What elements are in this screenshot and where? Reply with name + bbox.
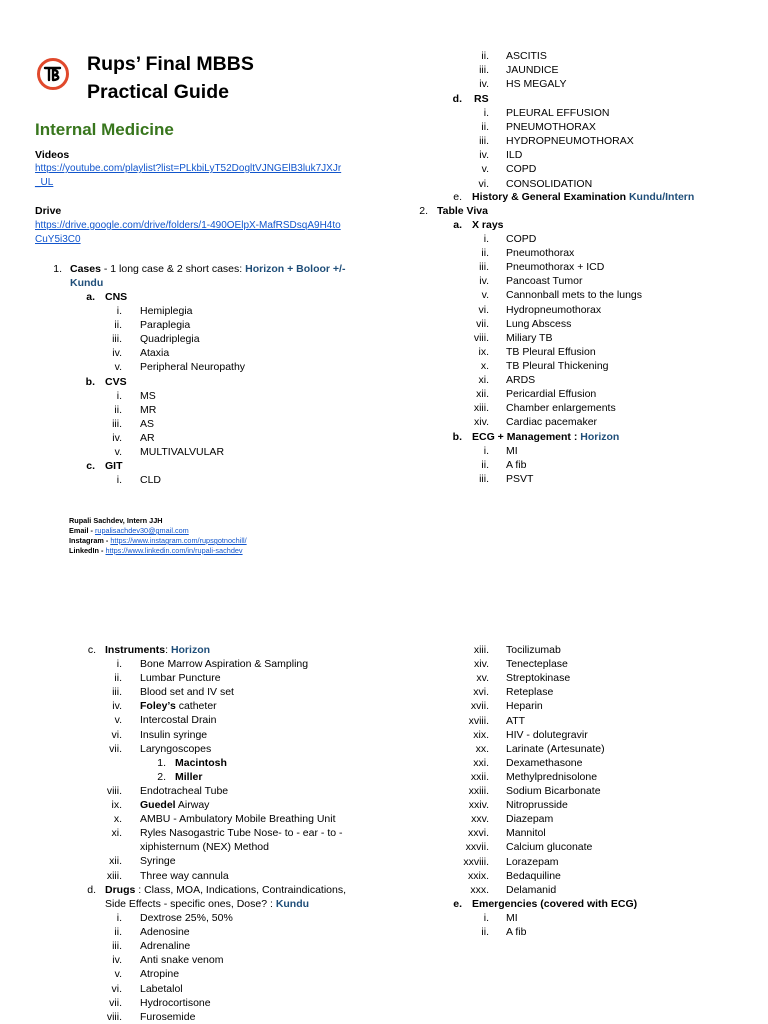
drug-item: Diazepam [506,813,554,826]
git-item: ASCITIS [506,50,547,62]
instrument-item: Bone Marrow Aspiration & Sampling [140,658,309,670]
drug-item-number: xiii. [473,644,489,656]
drug-item-number: xvi. [473,686,489,699]
drug-item-number: iii. [112,940,122,953]
drug-item-number: i. [116,912,122,924]
rs-heading: RS [474,93,489,105]
videos-label: Videos [35,149,70,161]
drug-item-number: xviii. [468,714,489,727]
drug-item: Streptokinase [506,672,571,685]
drug-item-number: xxii. [470,770,489,783]
xray-item-number: iv. [479,275,489,288]
xray-item-number: vi. [478,303,489,316]
emergency-item: MI [506,912,518,924]
xray-item-number: ii. [481,247,489,260]
instrument-item-number: v. [114,714,122,727]
instrument-item: AMBU - Ambulatory Mobile Breathing Unit [140,813,336,826]
document-title: Rups’ Final MBBS Practical Guide [87,53,254,103]
drug-item-number: xv. [476,672,489,685]
xrays-mark: a. [453,219,462,231]
drug-item: Sodium Bicarbonate [506,785,601,797]
xray-item-number: iii. [479,261,489,274]
instrument-item: Intercostal Drain [140,714,217,727]
instrument-item: Endotracheal Tube [140,784,229,797]
drug-item: Labetalol [140,982,183,995]
xray-item: Pericardial Effusion [506,388,597,401]
cvs-item-number: ii. [114,404,122,417]
xray-item: TB Pleural Effusion [506,345,596,358]
drug-item: Hydrocortisone [140,996,211,1009]
instrument-item-number: x. [113,813,122,826]
ecg-item: MI [506,445,518,457]
rs-mark: d. [452,93,462,105]
cns-item: Quadriplegia [140,333,200,346]
xray-item-number: viii. [473,331,489,344]
cvs-item-number: v. [114,446,122,459]
instrument-item-number: viii. [106,784,122,797]
rs-item-number: vi. [478,177,489,190]
instrument-item: Ryles Nasogastric Tube Nose- to - ear - to - [140,827,343,840]
drug-item: Dexamethasone [506,756,583,769]
email-link[interactable]: rupalisachdev30@gmail.com [94,526,189,535]
rs-item: CONSOLIDATION [506,177,593,190]
drug-item-number: xvii. [470,700,489,713]
xray-item: COPD [506,233,537,245]
drugs-heading-continued: Side Effects - specific ones, Dose? : Kundu [105,898,310,910]
instrument-item: Lumbar Puncture [140,672,221,685]
drug-item: Reteplase [506,686,554,699]
cvs-item: MULTIVALVULAR [140,446,225,459]
drug-item: Larinate (Artesunate) [506,742,605,755]
xray-item: Cannonball mets to the lungs [506,289,643,302]
drug-item-number: xiv. [474,658,489,671]
section-heading: Internal Medicine [35,120,174,139]
rs-item: ILD [506,149,523,162]
drug-item: Bedaquiline [506,869,561,882]
instruments-heading: Instruments: Horizon [105,644,211,656]
instrument-item-number: xiii. [106,869,122,882]
cns-item: Peripheral Neuropathy [140,361,246,374]
cvs-mark: b. [85,376,95,388]
instrument-item-number: xi. [111,827,122,840]
instrument-item-number: xii. [109,855,122,868]
videos-link[interactable]: https://youtube.com/playlist?list=PLkbiLyT52DogltVJNGElB3luk7JXJr _UL [35,163,342,188]
drug-item-number: ii. [114,926,122,939]
drug-item: ATT [506,714,526,727]
ecg-heading: ECG + Management : Horizon [472,431,620,443]
cases-heading: Cases - 1 long case & 2 short cases: Horizon + Boloor +/- [70,263,346,275]
drug-item: Adenosine [140,926,190,939]
drug-item-number: xxx. [470,883,489,896]
drugs-heading: Drugs : Class, MOA, Indications, Contraindications, [105,884,347,896]
drug-item: Methylprednisolone [506,770,598,783]
drug-item-number: xxv. [471,813,489,826]
xray-item: ARDS [506,374,536,386]
drug-item: Calcium gluconate [506,841,593,854]
xray-item-number: v. [481,289,489,302]
drugs-mark: d. [87,884,96,896]
drug-item-number: xix. [473,728,489,741]
instrument-item: Guedel Airway [140,799,210,811]
ecg-mark: b. [452,431,462,443]
xrays-heading: X rays [472,219,504,231]
cns-item: Paraplegia [140,319,191,332]
instrument-item: Insulin syringe [140,728,208,741]
instrument-item: Foley’s catheter [140,700,217,713]
cvs-item-number: iv. [112,432,122,445]
cvs-item-number: i. [116,390,122,402]
drug-item-number: xx. [475,742,489,755]
drug-item-number: xxvii. [465,841,489,854]
rs-item-number: i. [483,107,489,119]
instrument-item-number: iv. [112,700,122,713]
xray-item: Lung Abscess [506,317,572,330]
xray-item: Miliary TB [506,331,553,344]
ecg-item-number: ii. [481,459,489,472]
rs-item: PNEUMOTHORAX [506,121,596,134]
drug-item: Anti snake venom [140,954,224,967]
instrument-item: Laryngoscopes [140,742,212,755]
emergencies-mark: e. [453,898,462,910]
instagram-link[interactable]: https://www.instagram.com/rupsgotnochill/ [110,536,247,545]
xray-item: Pneumothorax [506,247,575,260]
cns-mark: a. [86,291,95,303]
drug-item: Dextrose 25%, 50% [140,912,233,924]
xray-item-number: ix. [478,345,489,358]
laryngoscope-item: Miller [175,770,203,783]
instrument-item: Blood set and IV set [140,686,234,699]
drug-item: Mannitol [506,827,546,840]
instrument-item-number: iii. [112,686,122,699]
xray-item: Cardiac pacemaker [506,416,598,429]
git-item-number: i. [116,474,122,486]
drug-item-number: v. [114,968,122,981]
emergency-item-number: ii. [481,926,489,939]
drug-item-number: xxix. [468,869,489,882]
drug-item-number: xxi. [473,756,489,769]
table-viva-number: 2. [419,205,428,217]
xray-item-number: xi. [478,374,489,386]
xray-item-number: xiv. [474,416,489,429]
cvs-item: MR [140,404,157,417]
git-heading: GIT [105,460,123,472]
emergency-item: A fib [506,926,527,939]
drug-item: Nitroprusside [506,799,568,812]
xray-item-number: x. [480,359,489,372]
git-item: HS MEGALY [506,78,567,91]
xray-item: Chamber enlargements [506,402,616,415]
drug-item-number: xxiii. [468,785,489,797]
drug-item: Delamanid [506,883,557,896]
cvs-item-number: iii. [112,418,122,431]
instruments-mark: c. [87,644,96,656]
instrument-item-number: ii. [114,672,122,685]
drug-item-number: xxiv. [468,799,489,812]
cvs-item: AS [140,418,155,431]
drug-item: Tenecteplase [506,658,568,671]
rs-item: PLEURAL EFFUSION [506,107,610,119]
instrument-item-number: vi. [111,728,122,741]
rs-item-number: iii. [479,135,489,148]
xray-item-number: xiii. [473,402,489,415]
cvs-item: MS [140,390,156,402]
logo-icon [37,58,69,90]
git-item-number: iii. [479,64,489,77]
cns-item-number: iv. [112,347,122,360]
cns-item-number: v. [114,361,122,374]
drug-item-number: iv. [112,954,122,967]
git-mark: c. [86,460,95,472]
instrument-item-number: vii. [109,742,122,755]
instrument-item: xiphisternum (NEX) Method [140,841,269,854]
drug-item: Heparin [506,700,543,713]
cns-item-number: iii. [112,333,122,346]
rs-item-number: iv. [479,149,489,162]
ecg-item-number: iii. [479,473,489,486]
cns-heading: CNS [105,291,128,303]
laryngoscope-number: 2. [157,770,166,783]
xray-item-number: vii. [476,317,489,330]
rs-item: COPD [506,163,537,176]
credits-name: Rupali Sachdev, Intern JJH [69,516,163,525]
credits-block: Rupali Sachdev, Intern JJH Email - rupalisachdev30@gmail.com Instagram - https://www.instagram.com/rupsgotnochill/ LinkedIn - https://www.linkedin.com/in/rupali-sachdev [69,516,247,555]
history-mark: e. [453,191,462,203]
cns-item-number: i. [116,305,122,317]
drug-item-number: xxvi. [468,827,489,840]
drug-item: Adrenaline [140,940,191,953]
git-item: JAUNDICE [506,64,559,77]
xray-item-number: i. [483,233,489,245]
history-heading: History & General Examination Kundu/Intern [472,191,695,203]
drug-item-number: xxviii. [463,855,489,868]
rs-item-number: v. [481,163,489,176]
emergencies-heading: Emergencies (covered with ECG) [472,898,638,910]
drive-link[interactable]: https://drive.google.com/drive/folders/1-490OElpX-MafRSDsqA9H4to CuY5i3C0 [35,220,341,245]
ecg-item-number: i. [483,445,489,457]
instrument-item-number: i. [116,658,122,670]
cvs-item: AR [140,432,155,445]
xray-item: Pancoast Tumor [506,275,583,288]
rs-item: HYDROPNEUMOTHORAX [506,135,634,148]
drug-item-number: vii. [109,996,122,1009]
cns-item-number: ii. [114,319,122,332]
drug-item: HIV - dolutegravir [506,728,588,741]
rs-item-number: ii. [481,121,489,134]
cases-number: 1. [53,263,62,275]
cases-tag-continued: Kundu [70,277,104,289]
drug-item: Lorazepam [506,855,559,868]
cns-item: Hemiplegia [140,305,193,317]
drive-label: Drive [35,205,62,217]
git-item: CLD [140,474,162,486]
laryngoscope-number: 1. [157,756,166,769]
xray-item: TB Pleural Thickening [506,359,609,372]
cns-item: Ataxia [140,347,170,360]
xray-item-number: xii. [476,388,489,401]
instrument-item: Syringe [140,855,176,868]
laryngoscope-item: Macintosh [175,756,227,769]
drug-item-number: viii. [106,1010,122,1023]
xray-item: Pneumothorax + ICD [506,261,605,274]
git-item-number: iv. [479,78,489,91]
xray-item: Hydropneumothorax [506,303,602,316]
linkedin-link[interactable]: https://www.linkedin.com/in/rupali-sachdev [105,546,243,555]
ecg-item: PSVT [506,473,534,486]
instrument-item: Three way cannula [140,869,229,882]
drug-item: Atropine [140,968,180,981]
ecg-item: A fib [506,459,527,472]
cvs-heading: CVS [105,376,127,388]
drug-item: Tocilizumab [506,644,561,656]
drug-item: Furosemide [140,1010,196,1023]
drug-item-number: vi. [111,982,122,995]
git-item-number: ii. [481,50,489,62]
emergency-item-number: i. [483,912,489,924]
table-viva-heading: Table Viva [437,205,488,217]
instrument-item-number: ix. [111,799,122,811]
